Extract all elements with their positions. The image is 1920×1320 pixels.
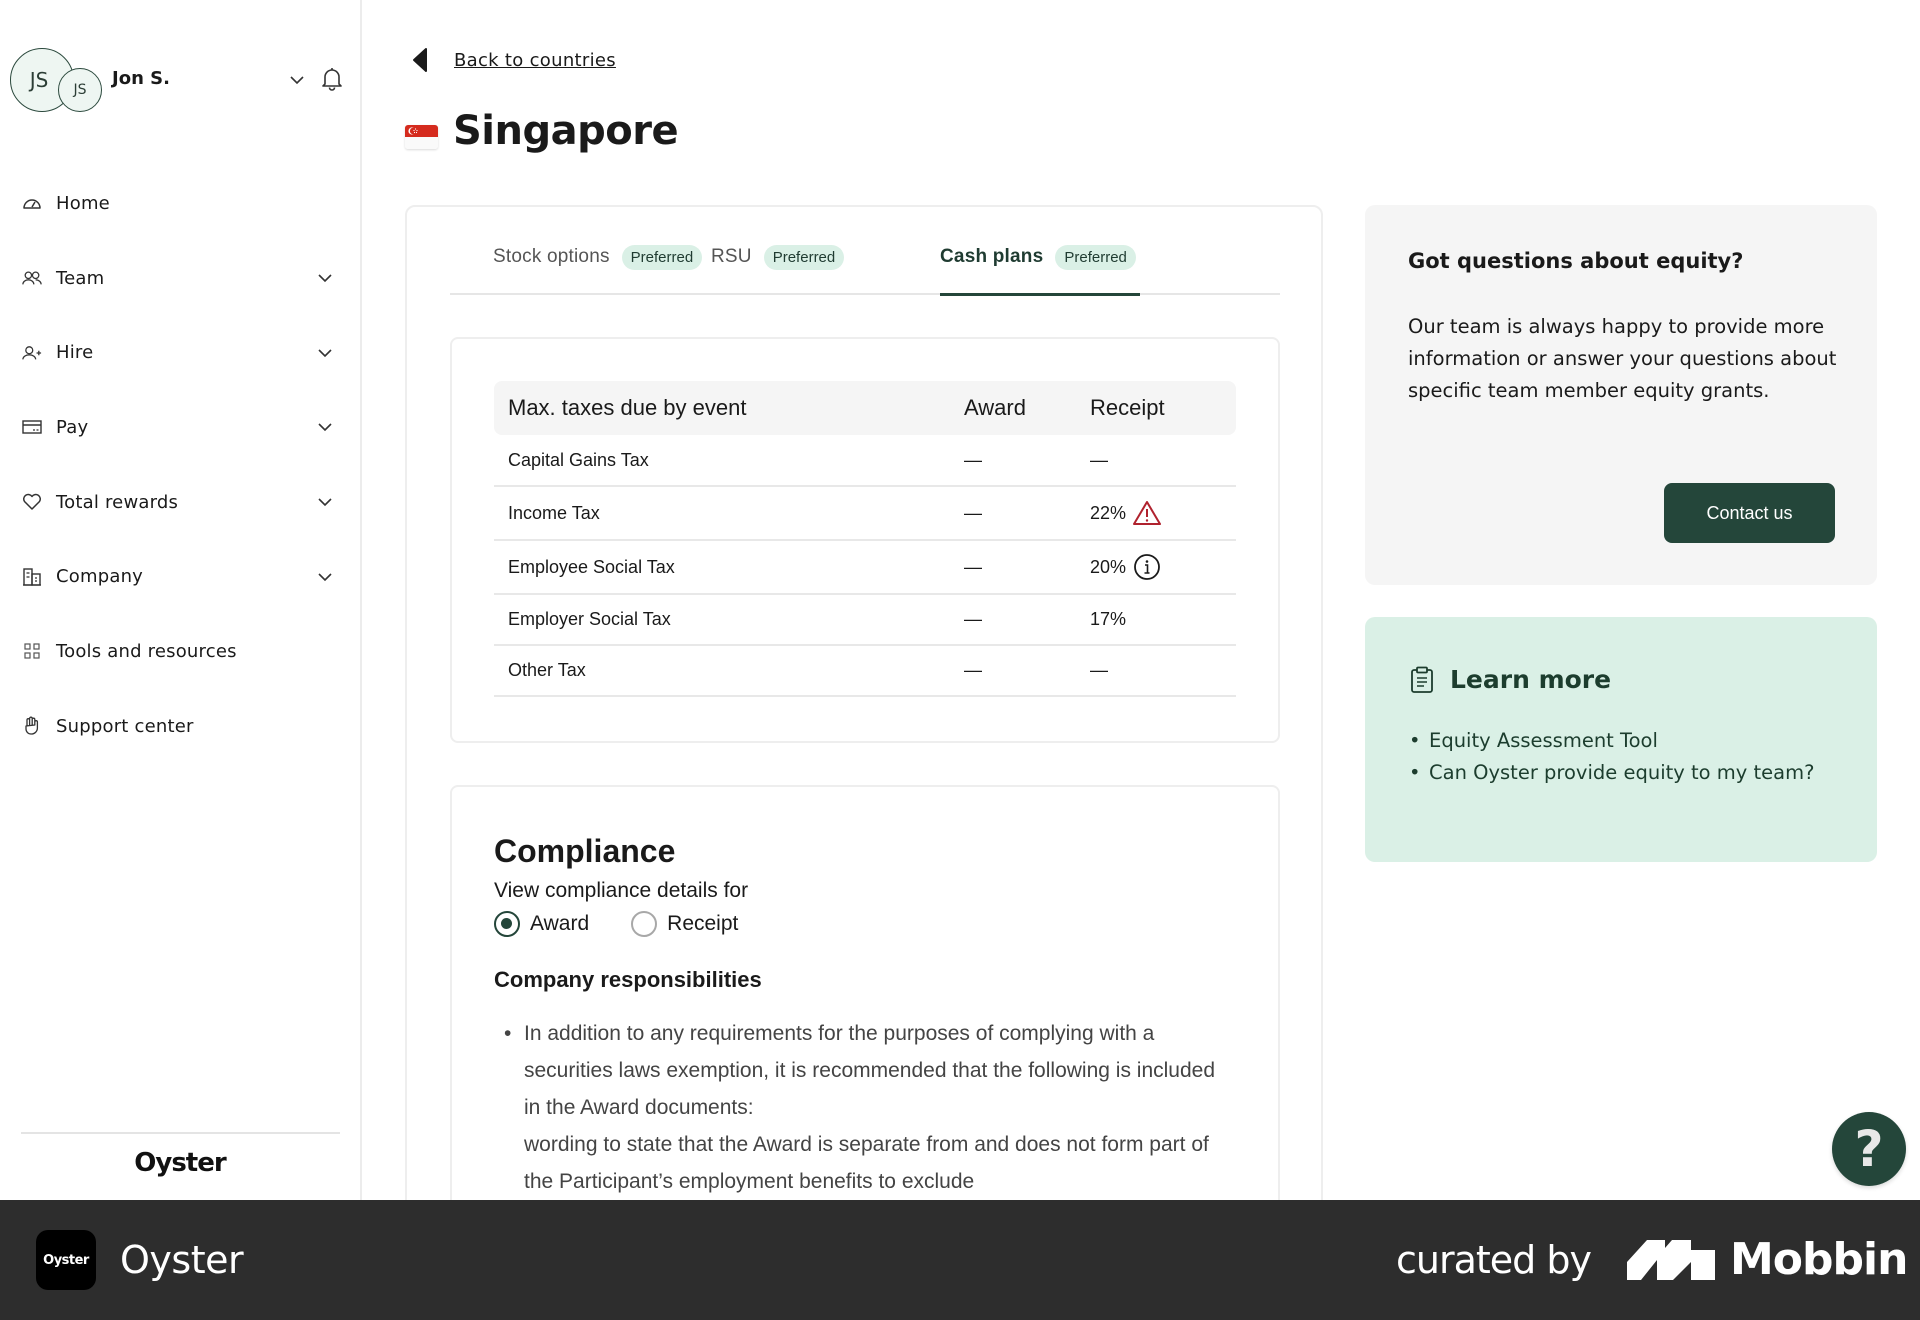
list-item bbox=[524, 1015, 1224, 1200]
sidebar-item-label: Team bbox=[56, 267, 105, 289]
equity-details-card bbox=[405, 205, 1323, 1305]
questions-title: Got questions about equity? bbox=[1408, 249, 1744, 273]
sidebar-item-team[interactable] bbox=[0, 241, 360, 316]
compliance-title: Compliance bbox=[494, 833, 676, 869]
table-row bbox=[494, 646, 1236, 697]
active-tab-indicator bbox=[940, 293, 1140, 296]
chevron-down-icon[interactable] bbox=[316, 418, 334, 436]
radio-label: Receipt bbox=[667, 912, 739, 935]
users-icon bbox=[22, 268, 42, 288]
sidebar-item-label: Hire bbox=[56, 342, 94, 364]
learn-more-header bbox=[1410, 665, 1611, 694]
compliance-event-radio-group bbox=[494, 911, 780, 937]
hand-icon bbox=[22, 716, 42, 736]
user-plus-icon bbox=[22, 343, 42, 363]
bell-icon[interactable] bbox=[320, 66, 344, 92]
sidebar-item-total-rewards[interactable] bbox=[0, 465, 360, 540]
sidebar-item-label: Company bbox=[56, 566, 144, 588]
learn-more-card bbox=[1365, 617, 1877, 862]
tax-name: Other Tax bbox=[508, 660, 586, 680]
sidebar bbox=[0, 0, 362, 1200]
sidebar-item-label: Support center bbox=[56, 715, 194, 737]
mobbin-logo-icon bbox=[1627, 1240, 1715, 1280]
credit-card-icon bbox=[22, 417, 42, 437]
chevron-down-icon[interactable] bbox=[316, 568, 334, 586]
avatar[interactable] bbox=[10, 48, 105, 114]
page-title: Singapore bbox=[453, 108, 679, 154]
back-arrow-icon bbox=[410, 46, 430, 74]
radio-label: Award bbox=[530, 912, 590, 935]
table-row bbox=[494, 541, 1236, 595]
receipt-cell bbox=[1090, 499, 1162, 527]
column-header-event: Max. taxes due by event bbox=[508, 395, 747, 420]
tab-stock-options[interactable] bbox=[493, 237, 702, 277]
table-header bbox=[494, 381, 1236, 435]
avatar-primary: JS bbox=[10, 48, 74, 112]
curated-by-label: curated by bbox=[1396, 1238, 1591, 1282]
award-value: — bbox=[964, 557, 982, 577]
avatar-secondary: JS bbox=[58, 68, 102, 112]
questions-body: Our team is always happy to provide more information or answer your questions about specific team member equity grants. bbox=[1408, 315, 1837, 402]
sidebar-item-label: Pay bbox=[56, 416, 89, 438]
sidebar-divider bbox=[21, 1132, 340, 1134]
chevron-down-icon[interactable] bbox=[316, 344, 334, 362]
table-row bbox=[494, 435, 1236, 487]
mobbin-footer bbox=[0, 1200, 1920, 1320]
tax-table-card bbox=[450, 337, 1280, 743]
preferred-badge: Preferred bbox=[764, 245, 845, 270]
heart-icon bbox=[22, 492, 42, 512]
chevron-down-icon[interactable] bbox=[316, 269, 334, 287]
learn-more-links bbox=[1429, 725, 1849, 789]
table-row bbox=[494, 487, 1236, 541]
sidebar-item-company[interactable] bbox=[0, 539, 360, 614]
receipt-value: — bbox=[1090, 660, 1108, 680]
preferred-badge: Preferred bbox=[1055, 245, 1136, 270]
radio-receipt[interactable] bbox=[631, 911, 738, 937]
tab-cash-plans[interactable] bbox=[940, 237, 1136, 277]
receipt-value: 22% bbox=[1090, 502, 1127, 523]
table-row bbox=[494, 595, 1236, 646]
learn-more-title: Learn more bbox=[1450, 665, 1612, 694]
radio-award[interactable] bbox=[494, 911, 589, 937]
tab-label: RSU bbox=[711, 246, 752, 267]
preferred-badge: Preferred bbox=[622, 245, 703, 270]
tax-name: Employee Social Tax bbox=[508, 557, 675, 577]
award-value: — bbox=[964, 503, 982, 523]
tax-name: Employer Social Tax bbox=[508, 609, 671, 629]
info-circle-icon[interactable] bbox=[1132, 553, 1162, 581]
compliance-subtitle: View compliance details for bbox=[494, 879, 749, 902]
sidebar-item-tools-and-resources[interactable] bbox=[0, 614, 360, 689]
responsibility-text: In addition to any requirements for the purposes of complying with a securities laws exemption, it is recommended that the following is included in the Award documents: bbox=[524, 1022, 1216, 1119]
back-link-label: Back to countries bbox=[454, 49, 616, 71]
award-value: — bbox=[964, 609, 982, 629]
sidebar-item-pay[interactable] bbox=[0, 390, 360, 465]
sidebar-item-hire[interactable] bbox=[0, 315, 360, 390]
responsibilities-list bbox=[524, 1015, 1224, 1200]
tab-rsu[interactable] bbox=[711, 237, 844, 277]
tab-label: Stock options bbox=[493, 246, 610, 267]
tax-name: Income Tax bbox=[508, 503, 600, 523]
tab-label: Cash plans bbox=[940, 246, 1044, 267]
help-button[interactable]: ? bbox=[1832, 1112, 1906, 1186]
grid-icon bbox=[22, 641, 42, 661]
radio-button-unchecked[interactable] bbox=[631, 911, 657, 937]
equity-type-tabs bbox=[450, 207, 1280, 295]
receipt-value: 17% bbox=[1090, 609, 1127, 629]
learn-more-link-equity-assessment-tool[interactable]: • Equity Assessment Tool bbox=[1429, 725, 1849, 757]
clipboard-icon bbox=[1410, 666, 1434, 694]
sidebar-item-label: Total rewards bbox=[56, 491, 179, 513]
building-icon bbox=[22, 567, 42, 587]
column-header-receipt: Receipt bbox=[1090, 395, 1165, 420]
sidebar-item-label: Tools and resources bbox=[56, 640, 237, 662]
receipt-value: — bbox=[1090, 450, 1108, 470]
chevron-down-icon[interactable] bbox=[287, 70, 307, 90]
warning-triangle-icon[interactable] bbox=[1132, 499, 1162, 527]
learn-more-link-oyster-equity-faq[interactable]: • Can Oyster provide equity to my team? bbox=[1429, 757, 1849, 789]
sidebar-item-label: Home bbox=[56, 192, 110, 214]
award-value: — bbox=[964, 450, 982, 470]
receipt-cell bbox=[1090, 553, 1162, 581]
user-name[interactable]: Jon S. bbox=[112, 68, 170, 89]
questions-card bbox=[1365, 205, 1877, 585]
contact-us-button[interactable]: Contact us bbox=[1664, 483, 1835, 543]
responsibility-text-continued: wording to state that the Award is separate from and does not form part of the Participant’s employment benefits to exclude bbox=[524, 1133, 1209, 1193]
column-header-award: Award bbox=[964, 395, 1026, 420]
company-responsibilities-title: Company responsibilities bbox=[494, 967, 762, 992]
sidebar-item-support-center[interactable] bbox=[0, 689, 360, 764]
chevron-down-icon[interactable] bbox=[316, 493, 334, 511]
oyster-app-icon: Oyster bbox=[36, 1230, 96, 1290]
footer-app-name: Oyster bbox=[120, 1238, 244, 1282]
receipt-value: 20% bbox=[1090, 556, 1127, 577]
oyster-logo[interactable]: Oyster bbox=[134, 1148, 226, 1178]
back-to-countries-link[interactable] bbox=[410, 46, 616, 74]
award-value: — bbox=[964, 660, 982, 680]
singapore-flag-icon bbox=[405, 125, 438, 149]
dashboard-gauge-icon bbox=[22, 193, 42, 213]
sidebar-item-home[interactable] bbox=[0, 166, 360, 241]
tax-name: Capital Gains Tax bbox=[508, 450, 649, 470]
mobbin-brand: Mobbin bbox=[1730, 1234, 1908, 1285]
sidebar-nav bbox=[0, 166, 360, 764]
tax-table bbox=[494, 381, 1236, 697]
radio-button-checked[interactable] bbox=[494, 911, 520, 937]
